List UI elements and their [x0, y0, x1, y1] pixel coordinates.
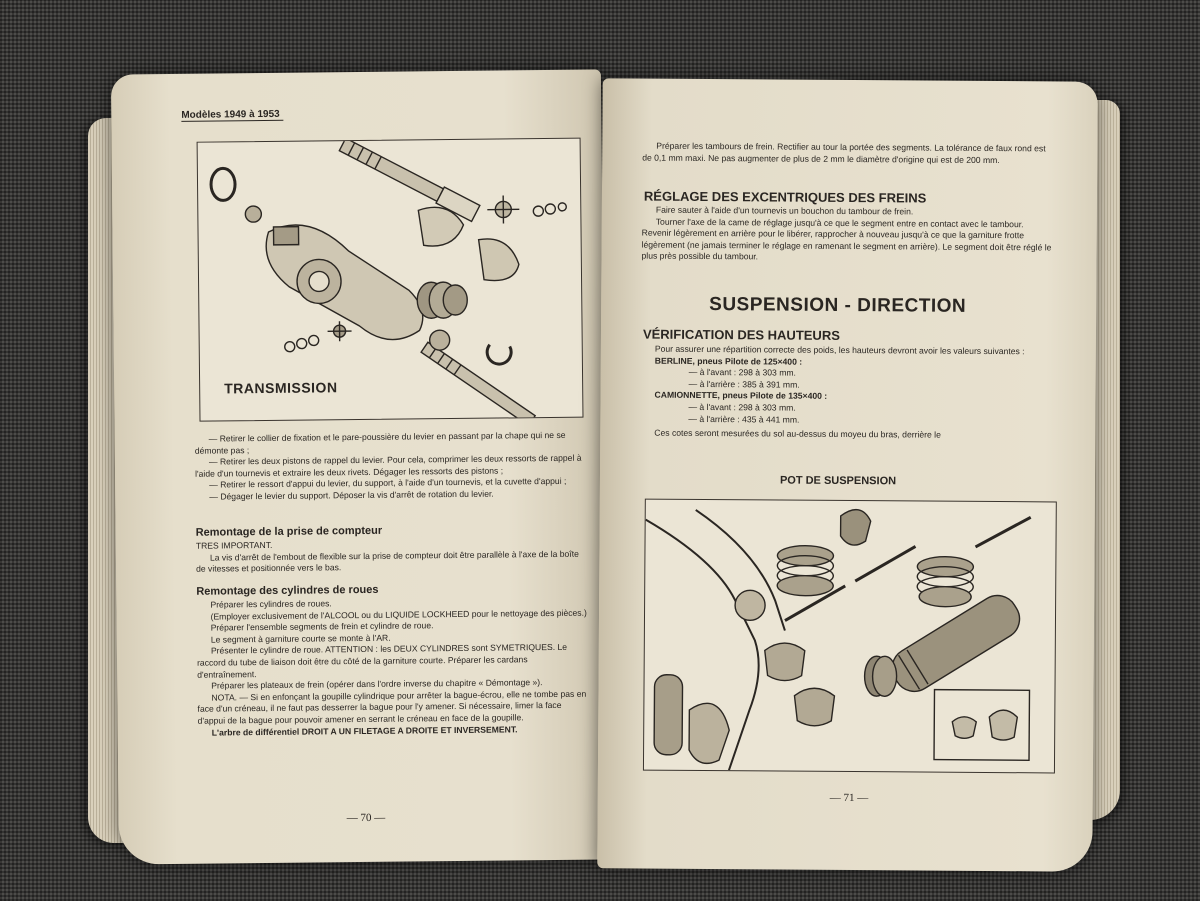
suspension-drawing	[644, 500, 1056, 773]
compteur-paragraph: La vis d'arrêt de l'embout de flexible sur la prise de compteur doit être parallèle à l'axe de la boîte de vitesses et positionnée vers le bas.	[196, 548, 579, 574]
cylindres-line-5: Présenter le cylindre de roue. ATTENTION : les DEUX CYLINDRES sont SYMETRIQUES. Le raccord du tube de liaison doit être du côté de la garniture courte. Préparer les cardans d'entraînement.	[196, 642, 568, 680]
berline-front: — à l'avant : 298 à 303 mm.	[688, 367, 796, 378]
hauteurs-text	[640, 344, 1053, 443]
camionnette-rear: — à l'arrière : 435 à 441 mm.	[688, 413, 800, 425]
transmission-figure	[197, 138, 584, 422]
camionnette-front: — à l'avant : 298 à 303 mm.	[688, 401, 796, 413]
cylindres-line-6: Préparer les plateaux de frein (opérer dans l'ordre inverse du chapitre « Démontage »).	[211, 677, 543, 691]
running-header: Modèles 1949 à 1953	[181, 109, 284, 122]
intro-paragraph: Préparer les tambours de frein. Rectifier au tour la portée des segments. La tolérance de faux rond est de 0,1 mm maxi. Ne pas augmenter de plus de 2 mm le diamètre d'origine qui est de 200 mm.	[642, 140, 1046, 165]
hauteurs-intro: Pour assurer une répartition correcte des poids, les hauteurs devront avoir les valeurs suivantes :	[654, 343, 1025, 357]
cylindres-line-8: L'arbre de différentiel DROIT A UN FILETAGE A DROITE ET INVERSEMENT.	[211, 723, 518, 738]
camionnette-label: CAMIONNETTE, pneus Pilote de 135×400 :	[654, 390, 828, 402]
section-title-hauteurs: VÉRIFICATION DES HAUTEURS	[642, 326, 840, 343]
cylindres-line-1: Préparer les cylindres de roues.	[210, 598, 332, 610]
cylindres-nota: NOTA. — Si en enfonçant la goupille cylindrique pour arrêter la bague-écrou, elle ne tombe pas en face d'un créneau, il ne faut pas desserrer la bague pour l'y amener. Si nécessaire, limer la face d'appui de la bague pour pouvoir amener en serrant le créneau en face de la goupille.	[197, 688, 587, 726]
cylindres-line-2: (Employer exclusivement de l'ALCOOL ou du LIQUIDE LOCKHEED pour le nettoyage des pièces.)	[210, 607, 587, 622]
transmission-drawing	[198, 139, 583, 421]
cylindres-line-4: Le segment à garniture courte se monte à l'AR.	[210, 632, 391, 645]
cylindres-line-3: Préparer l'ensemble segments de frein et cylindre de roue.	[210, 620, 434, 633]
paragraph-4: — Dégager le levier du support. Déposer la vis d'arrêt de rotation du levier.	[209, 488, 494, 502]
transmission-caption: TRANSMISSION	[224, 379, 338, 397]
paragraph-1: — Retirer le collier de fixation et le pare-poussière du levier en passant par la chape qui ne se démonte pas ;	[194, 429, 566, 456]
section-cylindres-text	[196, 596, 589, 739]
right-intro	[642, 141, 1054, 167]
right-page	[597, 78, 1098, 871]
suspension-figure	[643, 499, 1057, 774]
section-compteur-text	[196, 537, 588, 576]
paragraph-2: — Retirer les deux pistons de rappel du levier. Pour cela, comprimer les deux ressorts de rappel à l'aide d'un tournevis et extraire les deux rivets. Dégager les ressorts des pistons ;	[195, 452, 582, 479]
berline-rear: — à l'arrière : 385 à 391 mm.	[688, 378, 800, 390]
left-page	[111, 69, 609, 864]
big-title-suspension: SUSPENSION - DIRECTION	[709, 294, 967, 317]
section-title-excentriques: RÉGLAGE DES EXCENTRIQUES DES FREINS	[643, 188, 927, 206]
page-number-right: — 71 —	[829, 791, 869, 805]
cotes-paragraph: Ces cotes seront mesurées du sol au-dessus du moyeu du bras, derrière le	[654, 427, 941, 440]
section-title-compteur: Remontage de la prise de compteur	[195, 524, 383, 539]
excentriques-text	[641, 205, 1053, 266]
pot-caption: POT DE SUSPENSION	[779, 474, 897, 488]
excentriques-line-1: Faire sauter à l'aide d'un tournevis un bouchon du tambour de frein.	[655, 204, 914, 217]
excentriques-line-2: Tourner l'axe de la came de réglage jusqu'à ce que le segment entre en contact avec le tambour. Revenir légèrement en arrière pour le libérer, rapprocher à nouveau jusqu'à ce que la garniture frotte légèrement (ne jamais terminer le réglage en ramenant le segment en arrière). Le segment doit être réglé le plus près possible du tambour.	[641, 216, 1052, 262]
left-paragraphs	[195, 430, 588, 504]
section-title-cylindres: Remontage des cylindres de roues	[196, 583, 379, 598]
berline-label: BERLINE, pneus Pilote de 125×400 :	[654, 355, 803, 367]
paragraph-3: — Retirer le ressort d'appui du levier, du support, à l'aide d'un tournevis, et la cuvette d'appui ;	[209, 476, 567, 490]
important-label: TRES IMPORTANT.	[195, 539, 273, 551]
page-number-left: — 70 —	[346, 811, 386, 825]
